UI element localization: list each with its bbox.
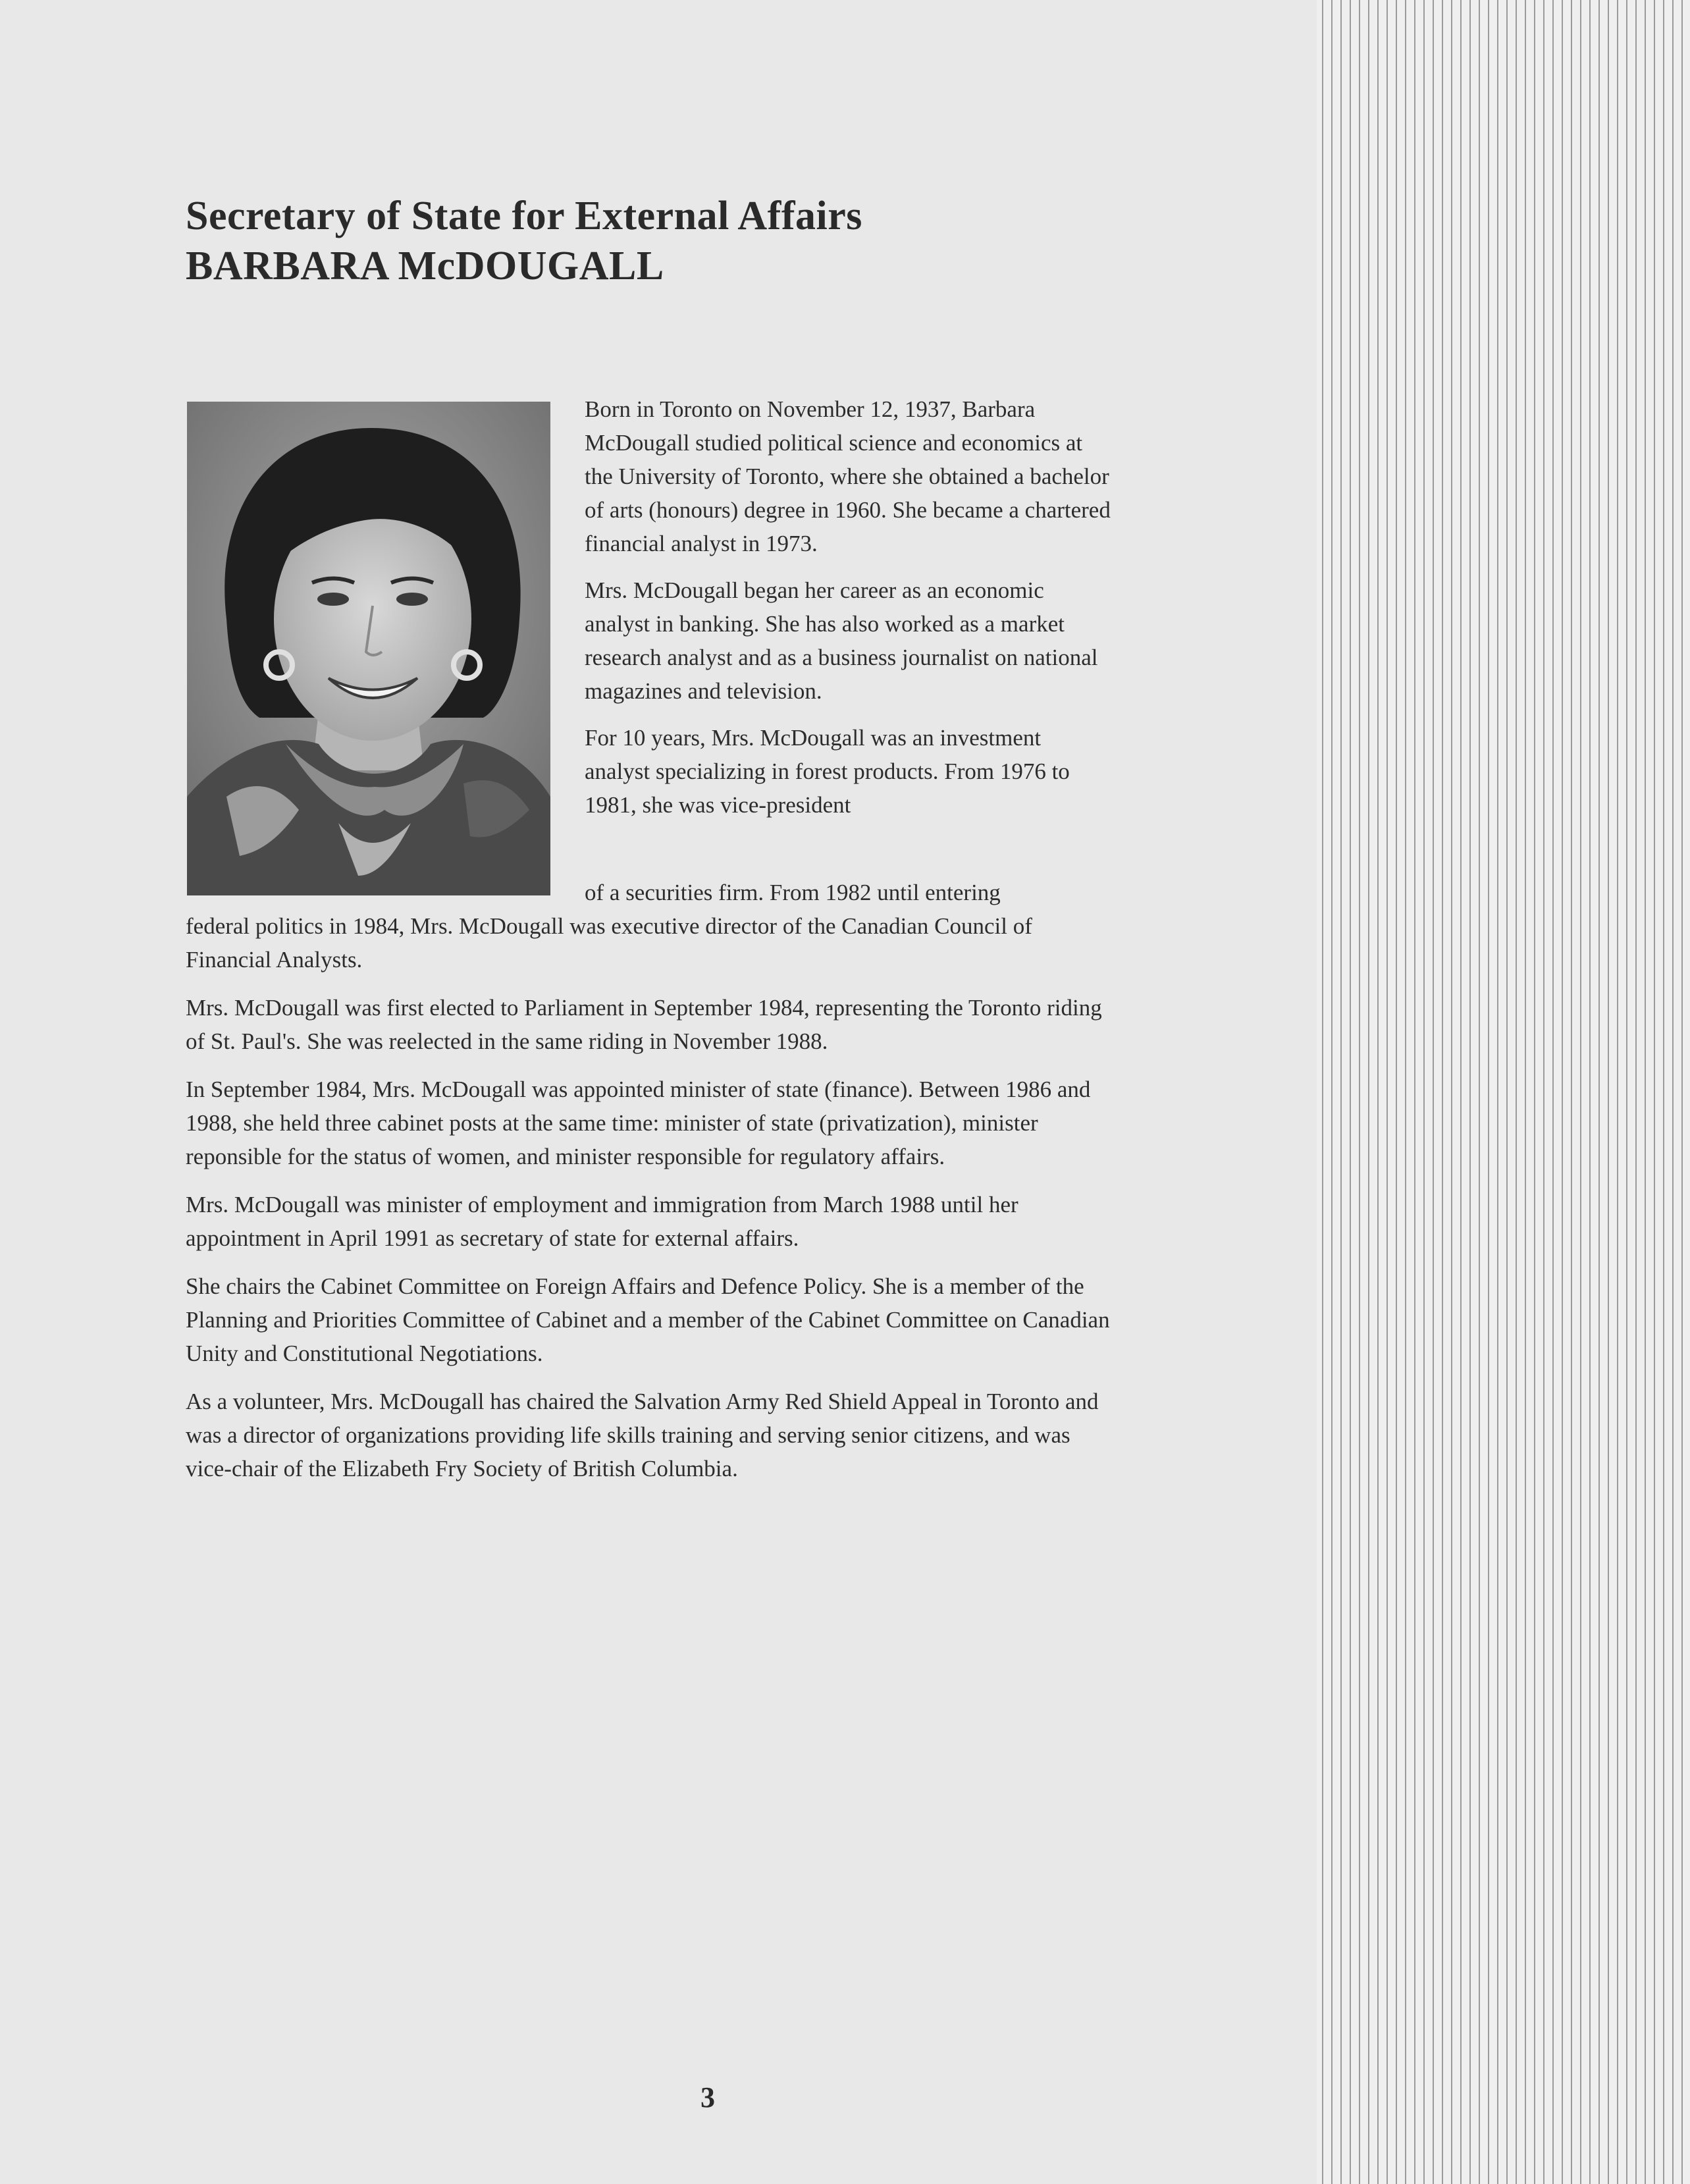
- body-paragraph: As a volunteer, Mrs. McDougall has chaired the Salvation Army Red Shield Appeal in Toronto and was a director of organizations providing life skills training and serving senior citizens, and was vice-chair of the Elizabeth Fry Society of British Columbia.: [186, 1389, 1099, 1481]
- body-paragraph: Mrs. McDougall was minister of employment and immigration from March 1988 until her appointment in April 1991 as secretary of state for external affairs.: [186, 1192, 1018, 1251]
- intro-paragraph: Mrs. McDougall began her career as an economic analyst in banking. She has also worked as a market research analyst and as a business journalist on national magazines and television.: [585, 577, 1098, 704]
- intro-paragraph: For 10 years, Mrs. McDougall was an investment analyst specializing in forest products. From 1976 to 1981, she was vice-president: [585, 725, 1070, 818]
- title-role: Secretary of State for External Affairs: [186, 194, 862, 238]
- intro-column: [585, 392, 1111, 835]
- intro-paragraph: Born in Toronto on November 12, 1937, Barbara McDougall studied political science and economics at the University of Toronto, where she obtained a bachelor of arts (honours) degree in 1960. She became a chartered financial analyst in 1973.: [585, 396, 1111, 556]
- portrait-illustration: [187, 402, 550, 895]
- wrap-rest: federal politics in 1984, Mrs. McDougall was executive director of the Canadian Council of Financial Analysts.: [186, 913, 1032, 972]
- portrait-photo: [187, 402, 550, 895]
- wrap-first-line: of a securities firm. From 1982 until entering: [585, 880, 1001, 905]
- page-title: [186, 191, 862, 291]
- decorative-stripe-panel: [1317, 0, 1690, 2184]
- wrap-paragraph: [186, 876, 1111, 976]
- body-paragraph: In September 1984, Mrs. McDougall was appointed minister of state (finance). Between 1986 and 1988, she held three cabinet posts at the same time: minister of state (privatization), minister reponsible for the status of women, and minister responsible for regulatory affairs.: [186, 1077, 1091, 1169]
- body-paragraph: She chairs the Cabinet Committee on Foreign Affairs and Defence Policy. She is a member of the Planning and Priorities Committee of Cabinet and a member of the Cabinet Committee on Canadian Unity and Constitutional Negotiations.: [186, 1273, 1110, 1366]
- body-column: [186, 876, 1111, 1500]
- page-number: 3: [700, 2081, 715, 2114]
- title-name: BARBARA McDOUGALL: [186, 244, 664, 288]
- body-paragraph: Mrs. McDougall was first elected to Parliament in September 1984, representing the Toronto riding of St. Paul's. She was reelected in the same riding in November 1988.: [186, 995, 1102, 1054]
